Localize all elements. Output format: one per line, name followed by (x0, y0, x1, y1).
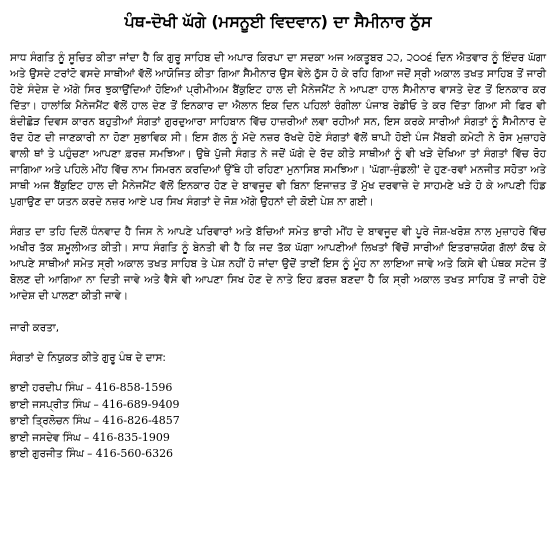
contact-phone: 416-560-6326 (95, 447, 174, 461)
contact-name: ਭਾਈ ਜਸਪ੍ਰੀਤ ਸਿੰਘ (10, 398, 91, 411)
contact-item: ਭਾਈ ਗੁਰਜੀਤ ਸਿੰਘ – 416-560-6326 (10, 447, 174, 461)
contact-name: ਭਾਈ ਜਸਦੇਵ ਸਿੰਘ (10, 431, 81, 444)
closing-line: ਜਾਰੀ ਕਰਤਾ, (10, 322, 60, 334)
contact-phone: 416-858-1596 (94, 381, 173, 394)
body-paragraph-announcement: ਸਾਧ ਸੰਗਤਿ ਨੂੰ ਸੂਚਿਤ ਕੀਤਾ ਜਾਂਦਾ ਹੈ ਕਿ ਗੁਰੂ ਸਾਹਿਬ ਦੀ ਅਪਾਰ ਕਿਰਪਾ ਦਾ ਸਦਕਾ ਅਜ ਅਕਤੂਬਰ ੨੨, ੨੦੦੬ ਦਿਨ ਐਤਵਾਰ ਨੂੰ ਇੰਦਰ ਘੱਗਾ ਅਤੇ ਉਸਦੇ ਟਰਾਂਟੋ ਵਸਦੇ ਸਾਥੀਆਂ ਵੱਲੋਂ ਆਯੋਜਿਤ ਕੀਤਾ ਗਿਆ ਸੈਮੀਨਾਰ ਉਸ ਵੇਲੇ ਠੁੱਸ ਹੋ ਕੇ ਰਹਿ ਗਿਆ ਜਦੋਂ ਸ੍ਰੀ ਅਕਾਲ ਤਖਤ ਸਾਹਿਬ ਤੋਂ ਜਾਰੀ ਹੋਏ ਸੰਦੇਸ਼ ਦੇ ਅੱਗੇ ਸਿਰ ਝੁਕਾਉਂਦਿਆਂ ਹੋਇਆਂ ਪ੍ਰੀਮੀਅਮ ਬੈਂਕੁਇਟ ਹਾਲ ਦੀ ਮੈਨੇਜਮੈਂਟ ਨੇ ਆਪਣਾ ਹਾਲ ਸੈਮੀਨਾਰ ਵਾਸਤੇ ਦੇਣ ਤੋਂ ਇਨਕਾਰ ਕਰ ਦਿੱਤਾ। ਹਾਲਾਂਕਿ ਮੈਨੇਜਮੈਂਟ ਵੱਲੋਂ ਹਾਲ ਦੇਣ ਤੋਂ ਇਨਕਾਰ ਦਾ ਐਲਾਨ ਇਕ ਦਿਨ ਪਹਿਲਾਂ ਰੰਗੀਲਾ ਪੰਜਾਬ ਰੇਡੀਓ ਤੇ ਕਰ ਦਿੱਤਾ ਗਿਆ ਸੀ ਫਿਰ ਵੀ ਬੰਦੀਛੋੜ ਦਿਵਸ ਕਾਰਨ ਬਹੁਤੀਆਂ ਸੰਗਤਾਂ ਗੁਰਦੁਆਰਾ ਸਾਹਿਬਾਨ ਵਿੱਚ ਹਾਜ਼ਰੀਆਂ ਲਵਾ ਰਹੀਆਂ ਸਨ, ਇਸ ਕਰਕੇ ਸਾਰੀਆਂ ਸੰਗਤਾਂ ਨੂੰ ਸੈਮੀਨਾਰ ਦੇ ਰੱਦ ਹੋਣ ਦੀ ਜਾਣਕਾਰੀ ਨਾ ਹੋਣਾ ਸੁਭਾਵਿਕ ਸੀ। ਇਸ ਗੱਲ ਨੂੰ ਮੱਦੇ ਨਜ਼ਰ ਰੱਖਦੇ ਹੋਏ ਸੰਗਤਾਂ ਵੱਲੋਂ ਥਾਪੀ ਹੋਈ ਪੰਜ ਮੈਂਬਰੀ ਕਮੇਟੀ ਨੇ ਰੋਸ ਮੁਜ਼ਾਹਰੇ ਵਾਲੀ ਥਾਂ ਤੇ ਪਹੁੰਚਣਾ ਆਪਣਾ ਫ਼ਰਜ਼ ਸਮਝਿਆ। ਉਥੇ ਪੁੱਜੀ ਸੰਗਤ ਨੇ ਜਦੋਂ ਘੱਗੇ ਦੇ ਰੱਦ ਕੀਤੇ ਸਾਥੀਆਂ ਨੂੰ ਵੀ ਖੜੇ ਦੇਖਿਆ ਤਾਂ ਸੰਗਤਾਂ ਵਿੱਚ ਰੋਹ ਜਾਗਿਆ ਅਤੇ ਪਹਿਲੇ ਮੀਂਹ ਵਿੱਚ ਨਾਮ ਸਿਮਰਨ ਕਰਦਿਆਂ ਉੱਥੇ ਹੀ ਰਹਿਣਾ ਮੁਨਾਸਿਬ ਸਮਝਿਆ। 'ਘੱਗਾ-ਜੁੰਡਲੀ' ਦੇ ਹੁਣ-ਰਵਾਂ ਮਨਜੀਤ ਸਹੋਤਾ ਅਤੇ ਸਾਥੀ ਅਜ ਬੈਂਕੁਇਟ ਹਾਲ ਦੀ ਮੈਨੇਜਮੈਂਟ ਵੱਲੋਂ ਇਨਕਾਰ ਹੋਣ ਦੇ ਬਾਵਜੂਦ ਵੀ ਬਿਨਾ ਇਜਾਜ਼ਤ ਤੋਂ ਮੁੱਖ ਦਰਵਾਜ਼ੇ ਦੇ ਸਾਹਮਣੇ ਖੜੇ ਹੋ ਕੇ ਆਪਣੀ ਹਿੰਡ ਪੁਗਾਉਣ ਦਾ ਯਤਨ ਕਰਦੇ ਨਜ਼ਰ ਆਏ ਪਰ ਸਿਖ ਸੰਗਤਾਂ ਦੇ ਜੋਸ਼ ਅੱਗੇ ਉਹਨਾਂ ਦੀ ਕੋਈ ਪੇਸ਼ ਨਾ ਗਈ। (10, 52, 546, 208)
contact-item: ਭਾਈ ਜਸਦੇਵ ਸਿੰਘ – 416-835-1909 (10, 430, 170, 444)
body-paragraph-thanks: ਸੰਗਤ ਦਾ ਤਹਿ ਦਿਲੋਂ ਧੰਨਵਾਦ ਹੈ ਜਿਸ ਨੇ ਆਪਣੇ ਪਰਿਵਾਰਾਂ ਅਤੇ ਬੱਚਿਆਂ ਸਮੇਤ ਭਾਰੀ ਮੀਂਹ ਦੇ ਬਾਵਜੂਦ ਵੀ ਪੂਰੇ ਜੋਸ਼-ਖਰੋਸ਼ ਨਾਲ ਮੁਜ਼ਾਹਰੇ ਵਿੱਚ ਅਖੀਰ ਤੱਕ ਸ਼ਮੂਲੀਅਤ ਕੀਤੀ। ਸਾਧ ਸੰਗਤਿ ਨੂੰ ਬੇਨਤੀ ਵੀ ਹੈ ਕਿ ਜਦ ਤੱਕ ਘੱਗਾ ਆਪਣੀਆਂ ਲਿਖਤਾਂ ਵਿੱਚੋਂ ਸਾਰੀਆਂ ਇਤਰਾਜ਼ਯੋਗ ਗੱਲਾਂ ਕੱਢ ਕੇ ਆਪਣੇ ਸਾਥੀਆਂ ਸਮੇਤ ਸ੍ਰੀ ਅਕਾਲ ਤਖਤ ਸਾਹਿਬ ਤੇ ਪੇਸ਼ ਨਹੀਂ ਹੋ ਜਾਂਦਾ ਉਦੋਂ ਤਾਈਂ ਇਸ ਨੂੰ ਮੂੰਹ ਨਾ ਲਾਇਆ ਜਾਵੇ ਅਤੇ ਕਿਸੇ ਵੀ ਪੰਥਕ ਸਟੇਜ ਤੋਂ ਬੋਲਣ ਦੀ ਆਗਿਆ ਨਾ ਦਿਤੀ ਜਾਵੇ ਅਤੇ ਵੈਸੇ ਵੀ ਆਪਣਾ ਸਿਖ ਹੋਣ ਦੇ ਨਾਤੇ ਇਹ ਫ਼ਰਜ਼ ਬਣਦਾ ਹੈ ਕਿ ਸ੍ਰੀ ਅਕਾਲ ਤਖਤ ਸਾਹਿਬ ਤੋਂ ਜਾਰੀ ਹੋਏ ਆਦੇਸ਼ ਦੀ ਪਾਲਣਾ ਕੀਤੀ ਜਾਵੇ। (10, 226, 546, 302)
contact-phone: 416-826-4857 (102, 414, 180, 428)
contact-item: ਭਾਈ ਤ੍ਰਿਲੋਚਨ ਸਿੰਘ – 416-826-4857 (10, 414, 180, 428)
contact-phone: 416-689-9409 (102, 397, 180, 411)
contact-phone: 416-835-1909 (92, 430, 170, 444)
contact-name: ਭਾਈ ਗੁਰਜੀਤ ਸਿੰਘ (10, 448, 84, 461)
contact-name: ਭਾਈ ਹਰਦੀਪ ਸਿੰਘ (10, 382, 84, 394)
document-title: ਪੰਥ-ਦੋਖੀ ਘੱਗੇ (ਮਸਨੂਈ ਵਿਦਵਾਨ) ਦਾ ਸੈਮੀਨਾਰ ਠੁੱਸ (124, 12, 432, 31)
contact-list (10, 380, 546, 463)
signoff-line: ਸੰਗਤਾਂ ਦੇ ਨਿਯੁਕਤ ਕੀਤੇ ਗੁਰੂ ਪੰਥ ਦੇ ਦਾਸ: (10, 352, 166, 364)
contact-item: ਭਾਈ ਜਸਪ੍ਰੀਤ ਸਿੰਘ – 416-689-9409 (10, 397, 180, 411)
contact-name: ਭਾਈ ਤ੍ਰਿਲੋਚਨ ਸਿੰਘ (10, 415, 91, 428)
contact-item: ਭਾਈ ਹਰਦੀਪ ਸਿੰਘ – 416-858-1596 (10, 381, 173, 394)
